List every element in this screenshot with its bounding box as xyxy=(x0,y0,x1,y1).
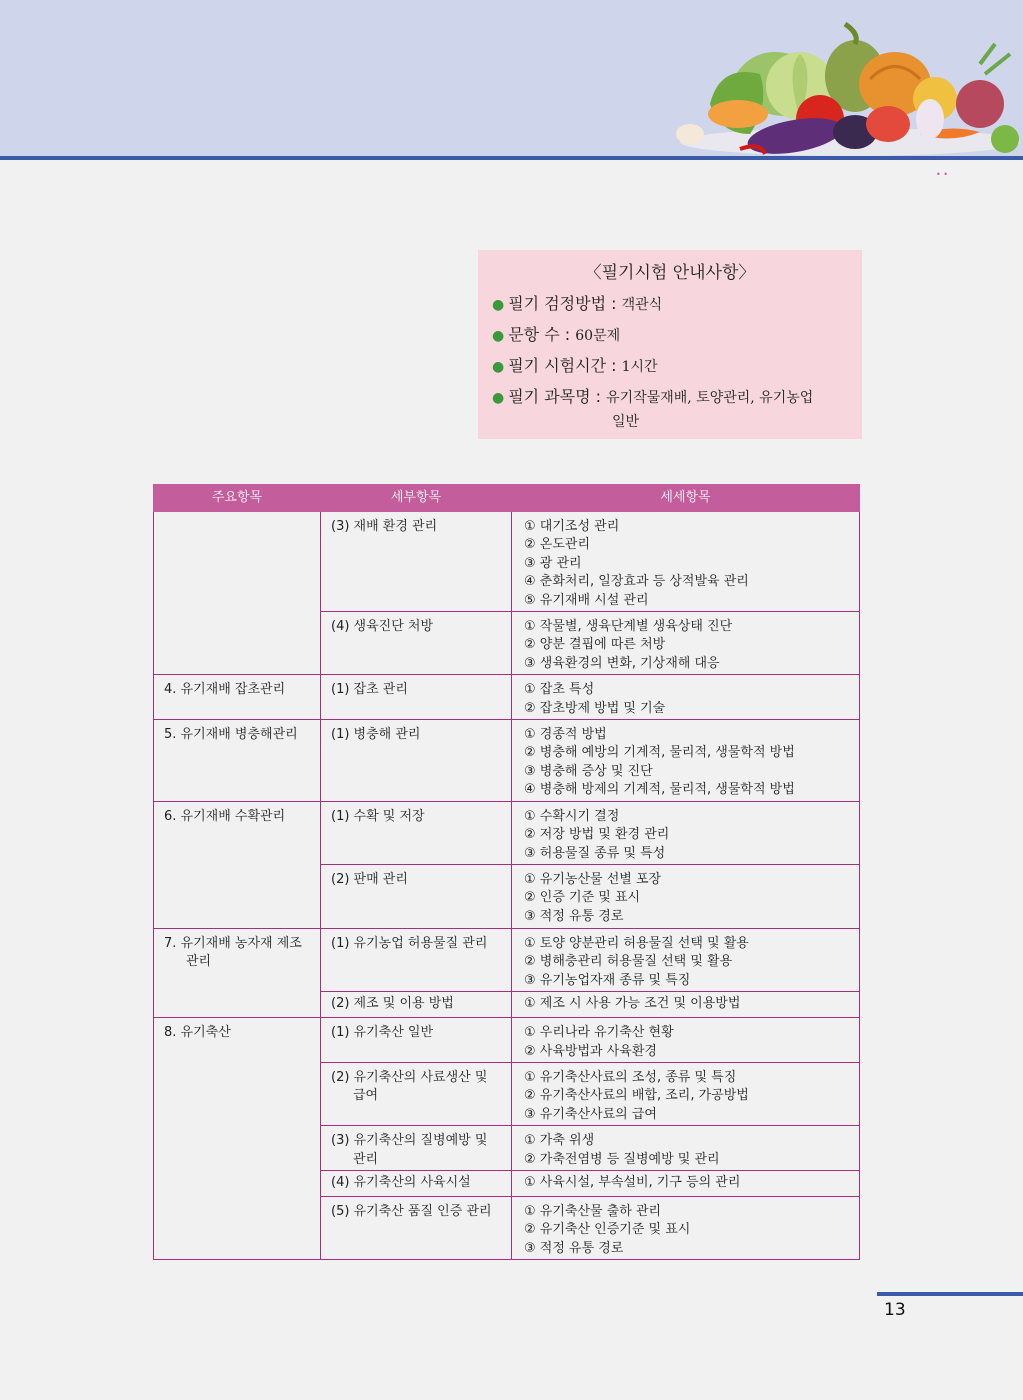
detail-line: ① 작물별, 생육단계별 생육상태 진단 xyxy=(524,619,733,635)
detail-cell xyxy=(512,720,860,802)
detail-cell xyxy=(512,1126,860,1171)
detail-line: ② 잡초방제 방법 및 기술 xyxy=(524,700,666,716)
detail-cell xyxy=(512,1018,860,1063)
info-label: 필기 시험시간 : xyxy=(508,356,617,375)
detail-line: ④ 춘화처리, 일장효과 등 상적발육 관리 xyxy=(524,574,749,590)
info-label: 필기 검정방법 : xyxy=(508,294,617,313)
sub-item-cell xyxy=(321,612,512,675)
detail-line: ③ 유기농업자재 종류 및 특징 xyxy=(524,972,691,988)
detail-line: ① 가축 위생 xyxy=(524,1133,595,1149)
detail-line: ④ 병충해 방제의 기계적, 물리적, 생물학적 방법 xyxy=(524,782,795,798)
table-row xyxy=(154,928,860,991)
detail-cell xyxy=(512,801,860,864)
exam-criteria-table xyxy=(153,484,860,1260)
info-label: 필기 과목명 : xyxy=(508,387,602,406)
decorative-dots: • • xyxy=(936,170,948,179)
main-item-cell xyxy=(154,928,321,1017)
sub-item-text: (1) 유기축산 일반 xyxy=(331,1025,434,1041)
footer-rule xyxy=(877,1292,1023,1296)
detail-line: ① 수확시기 결정 xyxy=(524,808,620,824)
table-row xyxy=(154,512,860,612)
main-item-cell xyxy=(154,1018,321,1260)
sub-item-text: (4) 유기축산의 사육시설 xyxy=(331,1174,471,1190)
detail-line: ① 유기축산사료의 조성, 종류 및 특징 xyxy=(524,1069,737,1085)
detail-line: ② 양분 결핍에 따른 처방 xyxy=(524,637,666,653)
sub-item-cell xyxy=(321,1062,512,1125)
sub-item-text: (1) 유기농업 허용물질 관리 xyxy=(331,935,488,951)
sub-item-cell xyxy=(321,864,512,928)
info-title: 〈필기시험 안내사항〉 xyxy=(584,263,756,283)
sub-item-cell xyxy=(321,1170,512,1196)
detail-cell xyxy=(512,1196,860,1259)
detail-line: ① 경종적 방법 xyxy=(524,727,607,743)
detail-cell xyxy=(512,512,860,612)
main-item-text: 4. 유기재배 잡초관리 xyxy=(164,682,286,698)
table-header-row xyxy=(154,485,860,512)
sub-item-text: (1) 잡초 관리 xyxy=(331,682,408,698)
detail-line: ① 제조 시 사용 가능 조건 및 이용방법 xyxy=(524,996,741,1012)
main-item-cell xyxy=(154,675,321,720)
sub-item-text: (3) 재배 환경 관리 xyxy=(331,519,438,534)
main-item-cell xyxy=(154,801,321,928)
detail-line: ② 유기축산 인증기준 및 표시 xyxy=(524,1222,691,1238)
sub-item-cell xyxy=(321,720,512,802)
sub-item-text: (4) 생육진단 처방 xyxy=(331,619,434,635)
detail-cell xyxy=(512,612,860,675)
info-row-subjects xyxy=(492,382,848,413)
sub-item-cell xyxy=(321,992,512,1018)
detail-line: ② 저장 방법 및 환경 관리 xyxy=(524,827,670,843)
main-item-text: 7. 유기재배 농자재 제조 관리 xyxy=(164,935,302,970)
detail-line: ② 사육방법과 사육환경 xyxy=(524,1043,657,1059)
table-row xyxy=(154,1018,860,1063)
detail-line: ③ 적정 유통 경로 xyxy=(524,908,624,924)
bullet-icon: ● xyxy=(492,297,505,313)
sub-item-cell xyxy=(321,801,512,864)
detail-line: ① 토양 양분관리 허용물질 선택 및 활용 xyxy=(524,935,749,951)
vegetable-illustration xyxy=(650,14,1023,176)
detail-line: ② 온도관리 xyxy=(524,537,591,553)
detail-cell xyxy=(512,1062,860,1125)
detail-line: ③ 광 관리 xyxy=(524,555,582,571)
sub-item-cell xyxy=(321,928,512,991)
info-value: 1시간 xyxy=(621,359,658,375)
detail-line: ② 가축전염병 등 질병예방 및 관리 xyxy=(524,1151,720,1167)
main-item-cell xyxy=(154,720,321,802)
table-row xyxy=(154,720,860,802)
sub-item-text: (5) 유기축산 품질 인증 관리 xyxy=(331,1203,492,1219)
detail-line: ③ 유기축산사료의 급여 xyxy=(524,1106,657,1122)
info-value: 유기작물재배, 토양관리, 유기농업 xyxy=(606,390,814,406)
sub-item-cell xyxy=(321,512,512,612)
detail-line: ② 병해충관리 허용물질 선택 및 활용 xyxy=(524,954,733,970)
detail-line: ① 잡초 특성 xyxy=(524,682,595,698)
bullet-icon: ● xyxy=(492,328,505,344)
detail-line: ① 우리나라 유기축산 현황 xyxy=(524,1025,674,1041)
main-item-text: 5. 유기재배 병충해관리 xyxy=(164,727,298,743)
detail-line: ③ 허용물질 종류 및 특성 xyxy=(524,845,666,861)
sub-item-text: (2) 판매 관리 xyxy=(331,871,408,887)
info-row-method xyxy=(492,289,848,320)
detail-line: ⑤ 유기재배 시설 관리 xyxy=(524,592,649,608)
detail-line: ① 유기농산물 선별 포장 xyxy=(524,871,662,887)
detail-cell xyxy=(512,928,860,991)
info-label: 문항 수 : xyxy=(508,325,571,344)
header-main-item: 주요항목 xyxy=(154,485,321,512)
detail-line: ③ 생육환경의 변화, 기상재해 대응 xyxy=(524,655,720,671)
detail-line: ③ 병충해 증상 및 진단 xyxy=(524,763,653,779)
main-item-text: 8. 유기축산 xyxy=(164,1025,231,1041)
info-row-count xyxy=(492,320,848,351)
page-number: 13 xyxy=(884,1300,906,1320)
sub-item-cell xyxy=(321,1018,512,1063)
sub-item-cell xyxy=(321,675,512,720)
bullet-icon: ● xyxy=(492,359,505,375)
detail-line: ② 인증 기준 및 표시 xyxy=(524,890,641,906)
table-row xyxy=(154,801,860,864)
sub-item-text: (1) 병충해 관리 xyxy=(331,727,421,743)
info-row-time xyxy=(492,351,848,382)
exam-info-box xyxy=(478,250,862,439)
main-item-text: 6. 유기재배 수확관리 xyxy=(164,808,286,824)
detail-cell xyxy=(512,992,860,1018)
info-value: 객관식 xyxy=(621,297,663,313)
detail-line: ① 사육시설, 부속설비, 기구 등의 관리 xyxy=(524,1174,741,1190)
sub-item-text: (1) 수확 및 저장 xyxy=(331,808,425,824)
sub-item-text: (3) 유기축산의 질병예방 및 관리 xyxy=(331,1133,488,1167)
detail-cell xyxy=(512,864,860,928)
header-sub-item: 세부항목 xyxy=(321,485,512,512)
bullet-icon: ● xyxy=(492,390,505,406)
sub-item-text: (2) 제조 및 이용 방법 xyxy=(331,996,454,1012)
detail-line: ① 대기조성 관리 xyxy=(524,519,620,534)
detail-line: ③ 적정 유통 경로 xyxy=(524,1240,624,1256)
table-row xyxy=(154,675,860,720)
detail-line: ② 유기축산사료의 배합, 조리, 가공방법 xyxy=(524,1088,749,1104)
main-item-cell xyxy=(154,512,321,675)
detail-line: ② 병충해 예방의 기계적, 물리적, 생물학적 방법 xyxy=(524,745,795,761)
info-value: 60문제 xyxy=(575,328,621,344)
detail-line: ① 유기축산물 출하 관리 xyxy=(524,1203,662,1219)
sub-item-cell xyxy=(321,1196,512,1259)
sub-item-cell xyxy=(321,1126,512,1171)
sub-item-text: (2) 유기축산의 사료생산 및 급여 xyxy=(331,1069,488,1104)
header-detail-item: 세세항목 xyxy=(512,485,860,512)
detail-cell xyxy=(512,1170,860,1196)
info-subjects-continuation: 일반 xyxy=(612,414,640,430)
detail-cell xyxy=(512,675,860,720)
